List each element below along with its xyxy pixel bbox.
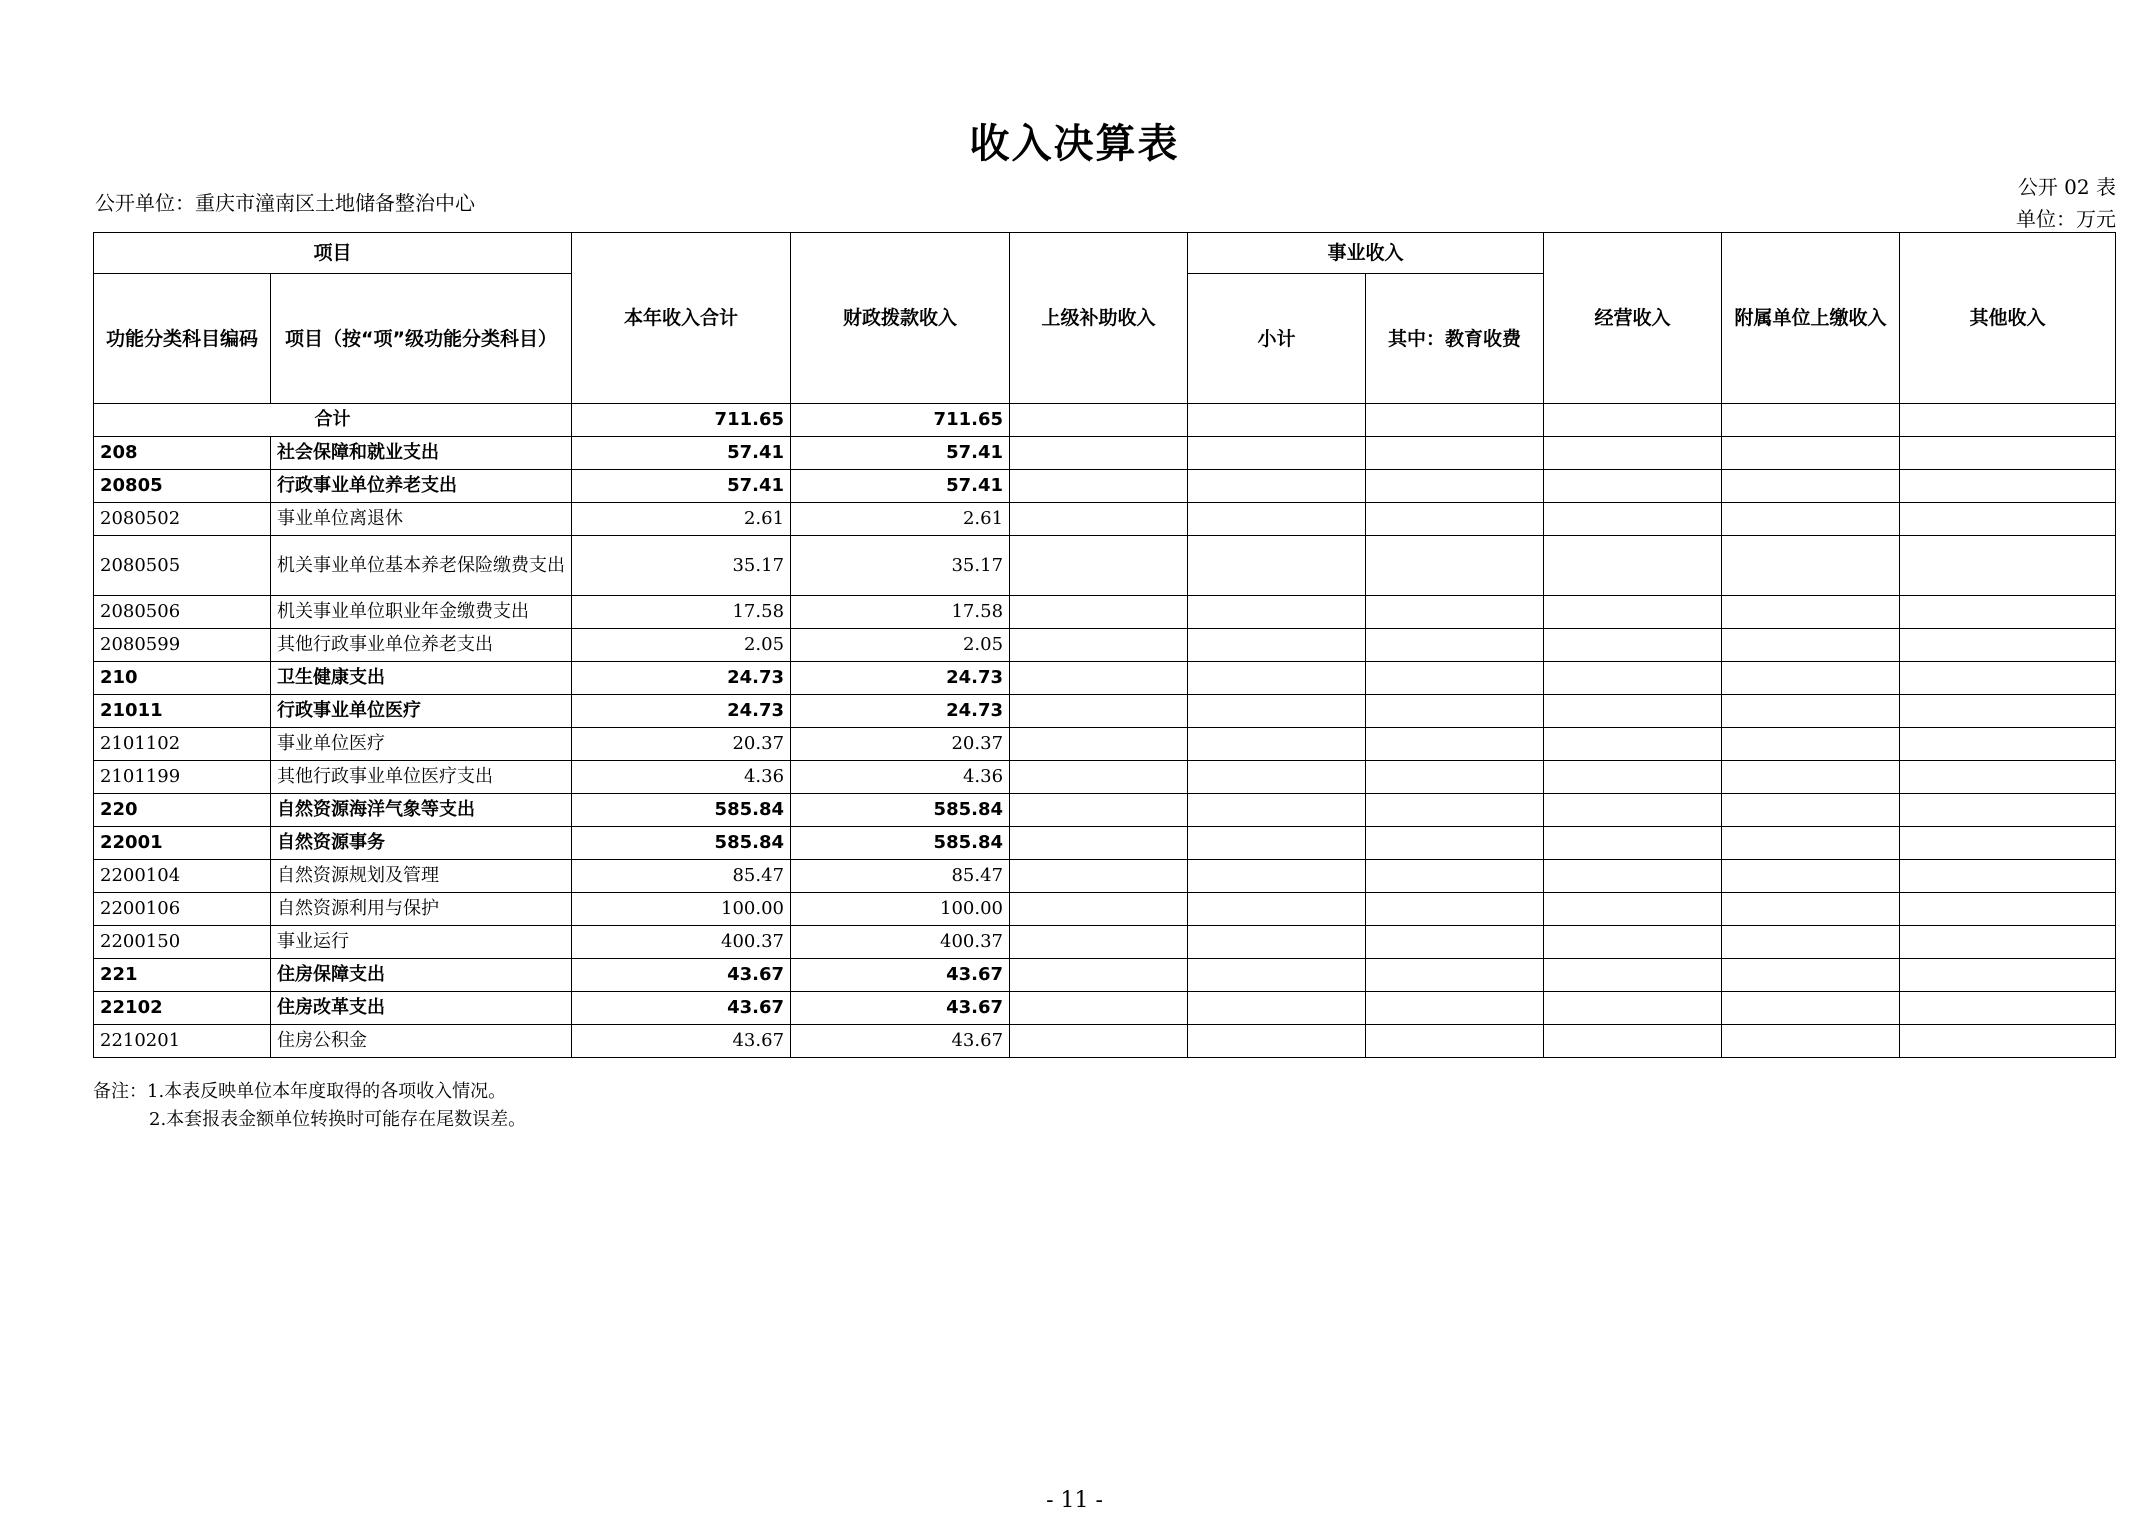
notes (93, 1078, 526, 1134)
empty-cell (1722, 827, 1900, 860)
empty-cell (1722, 596, 1900, 629)
empty-cell (1544, 695, 1722, 728)
empty-cell (1366, 827, 1544, 860)
row-name: 自然资源海洋气象等支出 (271, 794, 572, 827)
empty-cell (1010, 404, 1188, 437)
empty-cell (1188, 959, 1366, 992)
empty-cell (1722, 536, 1900, 596)
table-row (94, 926, 2116, 959)
empty-cell (1900, 860, 2116, 893)
row-total: 43.67 (572, 992, 791, 1025)
row-fiscal: 17.58 (791, 596, 1010, 629)
empty-cell (1188, 1025, 1366, 1058)
row-name: 事业单位医疗 (271, 728, 572, 761)
table-row (94, 992, 2116, 1025)
empty-cell (1544, 629, 1722, 662)
empty-cell (1366, 536, 1544, 596)
empty-cell (1900, 596, 2116, 629)
empty-cell (1010, 662, 1188, 695)
row-total: 4.36 (572, 761, 791, 794)
row-code: 20805 (94, 470, 271, 503)
table-row (94, 536, 2116, 596)
empty-cell (1900, 404, 2116, 437)
row-code: 21011 (94, 695, 271, 728)
empty-cell (1010, 1025, 1188, 1058)
empty-cell (1722, 794, 1900, 827)
empty-cell (1188, 662, 1366, 695)
table-row (94, 629, 2116, 662)
empty-cell (1188, 893, 1366, 926)
empty-cell (1366, 629, 1544, 662)
row-name: 住房改革支出 (271, 992, 572, 1025)
empty-cell (1900, 992, 2116, 1025)
income-table (93, 232, 2116, 1058)
empty-cell (1188, 470, 1366, 503)
empty-cell (1188, 827, 1366, 860)
empty-cell (1722, 926, 1900, 959)
empty-cell (1010, 761, 1188, 794)
row-code: 2101199 (94, 761, 271, 794)
empty-cell (1544, 992, 1722, 1025)
row-total: 85.47 (572, 860, 791, 893)
empty-cell (1188, 437, 1366, 470)
header-name: 项目（按“项”级功能分类科目） (271, 274, 572, 404)
empty-cell (1366, 470, 1544, 503)
header-total: 本年收入合计 (572, 233, 791, 404)
empty-cell (1010, 860, 1188, 893)
empty-cell (1900, 662, 2116, 695)
empty-cell (1010, 728, 1188, 761)
row-fiscal: 20.37 (791, 728, 1010, 761)
row-fiscal: 400.37 (791, 926, 1010, 959)
row-total: 2.05 (572, 629, 791, 662)
row-fiscal: 57.41 (791, 470, 1010, 503)
empty-cell (1900, 893, 2116, 926)
empty-cell (1722, 1025, 1900, 1058)
empty-cell (1188, 860, 1366, 893)
row-fiscal: 2.05 (791, 629, 1010, 662)
table-row (94, 437, 2116, 470)
empty-cell (1544, 596, 1722, 629)
header-fiscal: 财政拨款收入 (791, 233, 1010, 404)
row-total: 585.84 (572, 827, 791, 860)
empty-cell (1900, 761, 2116, 794)
row-fiscal: 24.73 (791, 662, 1010, 695)
page-number: - 11 - (1046, 1488, 1103, 1513)
header-subtotal: 小计 (1188, 274, 1366, 404)
empty-cell (1010, 596, 1188, 629)
row-fiscal: 35.17 (791, 536, 1010, 596)
table-row (94, 860, 2116, 893)
empty-cell (1900, 503, 2116, 536)
empty-cell (1900, 695, 2116, 728)
row-code: 2080506 (94, 596, 271, 629)
empty-cell (1366, 761, 1544, 794)
row-total: 585.84 (572, 794, 791, 827)
empty-cell (1900, 827, 2116, 860)
row-total: 24.73 (572, 695, 791, 728)
row-name: 其他行政事业单位养老支出 (271, 629, 572, 662)
header-code: 功能分类科目编码 (94, 274, 271, 404)
table-row (94, 470, 2116, 503)
row-code: 2080505 (94, 536, 271, 596)
row-code: 210 (94, 662, 271, 695)
row-fiscal: 85.47 (791, 860, 1010, 893)
empty-cell (1722, 404, 1900, 437)
row-fiscal: 4.36 (791, 761, 1010, 794)
row-name: 自然资源规划及管理 (271, 860, 572, 893)
empty-cell (1544, 470, 1722, 503)
table-row (94, 596, 2116, 629)
empty-cell (1366, 437, 1544, 470)
table-row (94, 959, 2116, 992)
table-row (94, 794, 2116, 827)
row-code: 2200104 (94, 860, 271, 893)
empty-cell (1544, 404, 1722, 437)
table-row (94, 893, 2116, 926)
empty-cell (1366, 695, 1544, 728)
empty-cell (1188, 761, 1366, 794)
empty-cell (1188, 926, 1366, 959)
row-name: 自然资源利用与保护 (271, 893, 572, 926)
row-name: 自然资源事务 (271, 827, 572, 860)
empty-cell (1366, 662, 1544, 695)
empty-cell (1722, 662, 1900, 695)
row-name: 事业运行 (271, 926, 572, 959)
row-code: 2101102 (94, 728, 271, 761)
empty-cell (1722, 503, 1900, 536)
empty-cell (1900, 536, 2116, 596)
note-1: 备注：1.本表反映单位本年度取得的各项收入情况。 (93, 1081, 507, 1102)
row-code: 2200106 (94, 893, 271, 926)
empty-cell (1722, 629, 1900, 662)
row-total: 43.67 (572, 1025, 791, 1058)
empty-cell (1188, 794, 1366, 827)
total-fiscal: 711.65 (791, 404, 1010, 437)
row-name: 卫生健康支出 (271, 662, 572, 695)
empty-cell (1544, 662, 1722, 695)
total-amount: 711.65 (572, 404, 791, 437)
row-fiscal: 43.67 (791, 1025, 1010, 1058)
empty-cell (1722, 695, 1900, 728)
row-fiscal: 100.00 (791, 893, 1010, 926)
row-name: 行政事业单位医疗 (271, 695, 572, 728)
row-total: 20.37 (572, 728, 791, 761)
row-fiscal: 43.67 (791, 992, 1010, 1025)
empty-cell (1544, 860, 1722, 893)
row-total: 57.41 (572, 470, 791, 503)
row-name: 住房保障支出 (271, 959, 572, 992)
header-project: 项目 (94, 233, 572, 274)
row-total: 43.67 (572, 959, 791, 992)
empty-cell (1366, 959, 1544, 992)
empty-cell (1010, 536, 1188, 596)
row-total: 2.61 (572, 503, 791, 536)
row-code: 2200150 (94, 926, 271, 959)
empty-cell (1188, 629, 1366, 662)
empty-cell (1366, 860, 1544, 893)
empty-cell (1010, 827, 1188, 860)
total-label: 合计 (94, 404, 572, 437)
table-row (94, 728, 2116, 761)
row-total: 24.73 (572, 662, 791, 695)
row-code: 208 (94, 437, 271, 470)
table-row (94, 662, 2116, 695)
empty-cell (1366, 794, 1544, 827)
empty-cell (1900, 470, 2116, 503)
row-code: 2080599 (94, 629, 271, 662)
table-row (94, 827, 2116, 860)
row-fiscal: 57.41 (791, 437, 1010, 470)
empty-cell (1900, 926, 2116, 959)
header-affiliated: 附属单位上缴收入 (1722, 233, 1900, 404)
row-name: 行政事业单位养老支出 (271, 470, 572, 503)
empty-cell (1722, 893, 1900, 926)
empty-cell (1544, 926, 1722, 959)
empty-cell (1010, 695, 1188, 728)
total-row (94, 404, 2116, 437)
empty-cell (1366, 893, 1544, 926)
empty-cell (1366, 404, 1544, 437)
empty-cell (1188, 503, 1366, 536)
empty-cell (1900, 959, 2116, 992)
empty-cell (1010, 926, 1188, 959)
header-superior: 上级补助收入 (1010, 233, 1188, 404)
empty-cell (1188, 596, 1366, 629)
row-code: 220 (94, 794, 271, 827)
header-row-1 (94, 233, 2116, 274)
row-name: 机关事业单位基本养老保险缴费支出 (271, 536, 572, 596)
row-fiscal: 585.84 (791, 827, 1010, 860)
empty-cell (1366, 503, 1544, 536)
empty-cell (1366, 1025, 1544, 1058)
empty-cell (1366, 728, 1544, 761)
form-number: 公开 02 表 (2017, 175, 2116, 199)
header-other: 其他收入 (1900, 233, 2116, 404)
empty-cell (1544, 893, 1722, 926)
table-row (94, 761, 2116, 794)
empty-cell (1900, 629, 2116, 662)
empty-cell (1722, 992, 1900, 1025)
row-code: 221 (94, 959, 271, 992)
row-fiscal: 24.73 (791, 695, 1010, 728)
empty-cell (1544, 827, 1722, 860)
row-fiscal: 585.84 (791, 794, 1010, 827)
empty-cell (1900, 437, 2116, 470)
empty-cell (1900, 794, 2116, 827)
empty-cell (1544, 728, 1722, 761)
row-code: 22001 (94, 827, 271, 860)
note-2: 2.本套报表金额单位转换时可能存在尾数误差。 (149, 1109, 527, 1130)
empty-cell (1722, 761, 1900, 794)
empty-cell (1188, 728, 1366, 761)
header-education: 其中：教育收费 (1366, 274, 1544, 404)
empty-cell (1188, 695, 1366, 728)
row-name: 其他行政事业单位医疗支出 (271, 761, 572, 794)
empty-cell (1544, 761, 1722, 794)
row-code: 22102 (94, 992, 271, 1025)
empty-cell (1366, 926, 1544, 959)
empty-cell (1722, 437, 1900, 470)
empty-cell (1010, 629, 1188, 662)
header-business: 事业收入 (1188, 233, 1544, 274)
row-total: 57.41 (572, 437, 791, 470)
empty-cell (1010, 437, 1188, 470)
row-fiscal: 43.67 (791, 959, 1010, 992)
row-code: 2080502 (94, 503, 271, 536)
amount-unit: 单位：万元 (2016, 207, 2116, 231)
page-title: 收入决算表 (969, 121, 1180, 167)
row-fiscal: 2.61 (791, 503, 1010, 536)
empty-cell (1544, 503, 1722, 536)
empty-cell (1010, 992, 1188, 1025)
empty-cell (1010, 893, 1188, 926)
empty-cell (1010, 959, 1188, 992)
empty-cell (1544, 437, 1722, 470)
header-operating: 经营收入 (1544, 233, 1722, 404)
row-name: 住房公积金 (271, 1025, 572, 1058)
empty-cell (1722, 860, 1900, 893)
table-row (94, 695, 2116, 728)
empty-cell (1188, 536, 1366, 596)
row-name: 社会保障和就业支出 (271, 437, 572, 470)
table-row (94, 503, 2116, 536)
empty-cell (1722, 728, 1900, 761)
row-total: 100.00 (572, 893, 791, 926)
row-name: 机关事业单位职业年金缴费支出 (271, 596, 572, 629)
empty-cell (1722, 470, 1900, 503)
empty-cell (1366, 992, 1544, 1025)
reporting-unit: 公开单位：重庆市潼南区土地储备整治中心 (95, 191, 475, 215)
table-row (94, 1025, 2116, 1058)
empty-cell (1900, 728, 2116, 761)
row-total: 17.58 (572, 596, 791, 629)
empty-cell (1900, 1025, 2116, 1058)
row-total: 35.17 (572, 536, 791, 596)
empty-cell (1010, 470, 1188, 503)
empty-cell (1188, 404, 1366, 437)
empty-cell (1010, 503, 1188, 536)
empty-cell (1010, 794, 1188, 827)
empty-cell (1544, 536, 1722, 596)
empty-cell (1366, 596, 1544, 629)
empty-cell (1544, 794, 1722, 827)
empty-cell (1188, 992, 1366, 1025)
empty-cell (1544, 959, 1722, 992)
row-name: 事业单位离退休 (271, 503, 572, 536)
row-total: 400.37 (572, 926, 791, 959)
empty-cell (1722, 959, 1900, 992)
row-code: 2210201 (94, 1025, 271, 1058)
empty-cell (1544, 1025, 1722, 1058)
